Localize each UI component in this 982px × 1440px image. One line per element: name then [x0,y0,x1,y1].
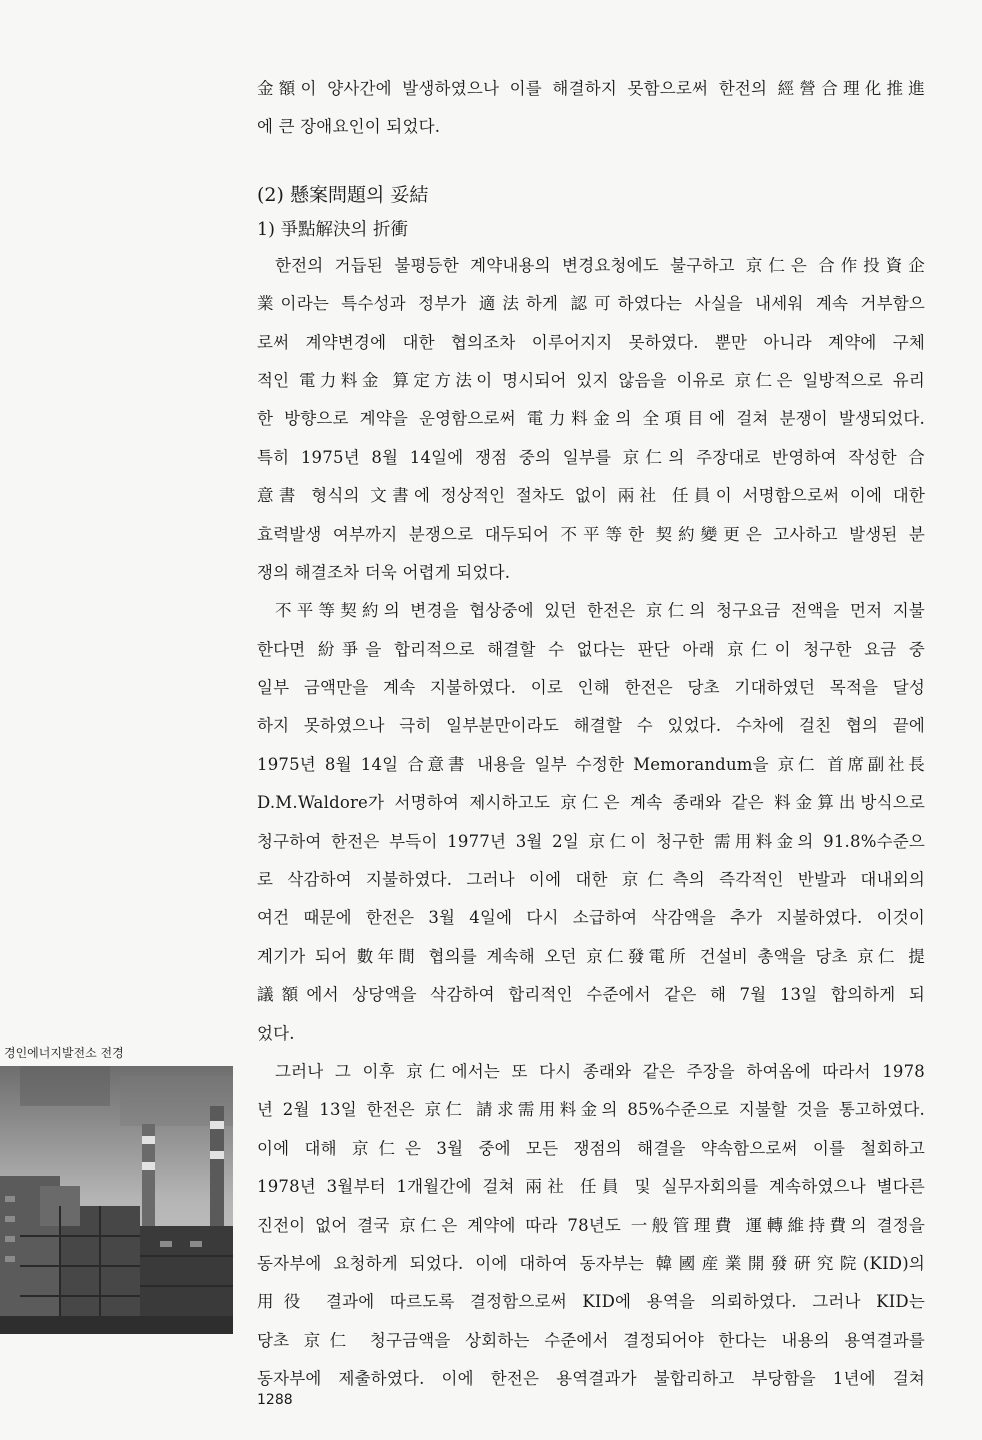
text-line: 적인 電力料金 算定方法이 명시되어 있지 않음을 이유로 京仁은 일방적으로 유리 [257,370,925,390]
text-line: 1975년 8월 14일 合意書 내용을 일부 수정한 Memorandum을 京仁 首席副社長 [257,754,925,774]
text-line: 여건 때문에 한전은 3월 4일에 다시 소급하여 삭감액을 추가 지불하였다. 이것이 [257,908,925,928]
text-line: 用役 결과에 따르도록 결정함으로써 KID에 용역을 의뢰하였다. 그러나 KID는 [257,1292,925,1312]
subsection-title: 1) 爭點解決의 折衝 [257,219,408,240]
text-line: 당초 京仁 청구금액을 상회하는 수준에서 결정되어야 한다는 내용의 용역결과를 [257,1330,925,1350]
page-number: 1288 [257,1392,293,1408]
text-line: 한 방향으로 계약을 운영함으로써 電力料金의 全項目에 걸쳐 분쟁이 발생되었다. [257,409,925,429]
paragraph-3 [257,1053,925,1399]
text-line: 계기가 되어 數年間 협의를 계속해 오던 京仁發電所 건설비 총액을 당초 京仁 提 [257,946,925,966]
text-column [257,70,925,1399]
text-line: 로써 계약변경에 대한 협의조차 이루어지지 못하였다. 뿐만 아니라 계약에 구체 [257,332,925,352]
text-line: 不平等契約의 변경을 협상중에 있던 한전은 京仁의 청구요금 전액을 먼저 지불 [275,601,925,621]
section-title: (2) 懸案問題의 妥結 [257,183,429,206]
text-line: 었다. [257,1023,295,1043]
text-line: 하지 못하였으나 극히 일부분만이라도 해결할 수 있었다. 수차에 걸친 협의 끝에 [257,716,925,736]
photo-caption: 경인에너지발전소 전경 [4,1046,124,1060]
text-line: 로 삭감하여 지불하였다. 그러나 이에 대한 京仁측의 즉각적인 반발과 대내외의 [257,870,925,890]
text-line: 동자부에 제출하였다. 이에 한전은 용역결과가 불합리하고 부당함을 1년에 걸쳐 [257,1369,925,1389]
paragraph-1 [257,247,925,593]
text-line: 한다면 紛爭을 합리적으로 해결할 수 없다는 판단 아래 京仁이 청구한 요금 중 [257,639,925,659]
paragraph-2 [257,592,925,1053]
text-line: 년 2월 13일 한전은 京仁 請求需用料金의 85%수준으로 지불할 것을 통고하였다. [257,1100,925,1120]
text-line: 청구하여 한전은 부득이 1977년 3월 2일 京仁이 청구한 需用料金의 91.8%수준으 [257,831,925,851]
power-plant-photo [0,1066,233,1334]
text-line: 동자부에 요청하게 되었다. 이에 대하여 동자부는 韓國産業開發硏究院(KID)의 [257,1253,925,1273]
text-line: 意書 형식의 文書에 정상적인 절차도 없이 兩社 任員이 서명함으로써 이에 대한 [257,486,925,506]
text-line: 에 큰 장애요인이 되었다. [257,117,441,137]
text-line: 이에 대해 京仁은 3월 중에 모든 쟁점의 해결을 약속함으로써 이를 철회하고 [257,1138,925,1158]
text-line: 효력발생 여부까지 분쟁으로 대두되어 不平等한 契約變更은 고사하고 발생된 분 [257,524,925,544]
text-line: 그러나 그 이후 京仁에서는 또 다시 종래와 같은 주장을 하여옴에 따라서 1978 [275,1061,925,1081]
text-line: 쟁의 해결조차 더욱 어렵게 되었다. [257,562,511,582]
text-line: 일부 금액만을 계속 지불하였다. 이로 인해 한전은 당초 기대하였던 목적을 달성 [257,678,925,698]
text-line: 議額에서 상당액을 삭감하여 합리적인 수준에서 같은 해 7월 13일 합의하게 되 [257,985,925,1005]
text-line: 특히 1975년 8월 14일에 쟁점 중의 일부를 京仁의 주장대로 반영하여 작성한 合 [257,447,925,467]
intro-text [257,70,925,147]
text-line: 한전의 거듭된 불평등한 계약내용의 변경요청에도 불구하고 京仁은 合作投資企 [275,255,925,275]
text-line: D.M.Waldore가 서명하여 제시하고도 京仁은 계속 종래와 같은 料金算出방식으로 [257,793,925,813]
text-line: 1978년 3월부터 1개월간에 걸쳐 兩社 任員 및 실무자회의를 계속하였으나 별다른 [257,1177,925,1197]
text-line: 진전이 없어 결국 京仁은 계약에 따라 78년도 一般管理費 運轉維持費의 결정을 [257,1215,925,1235]
text-line: 金額이 양사간에 발생하였으나 이를 해결하지 못함으로써 한전의 經營合理化推進 [257,79,925,98]
text-line: 業이라는 특수성과 정부가 適法하게 認可하였다는 사실을 내세워 계속 거부함으 [257,294,925,314]
